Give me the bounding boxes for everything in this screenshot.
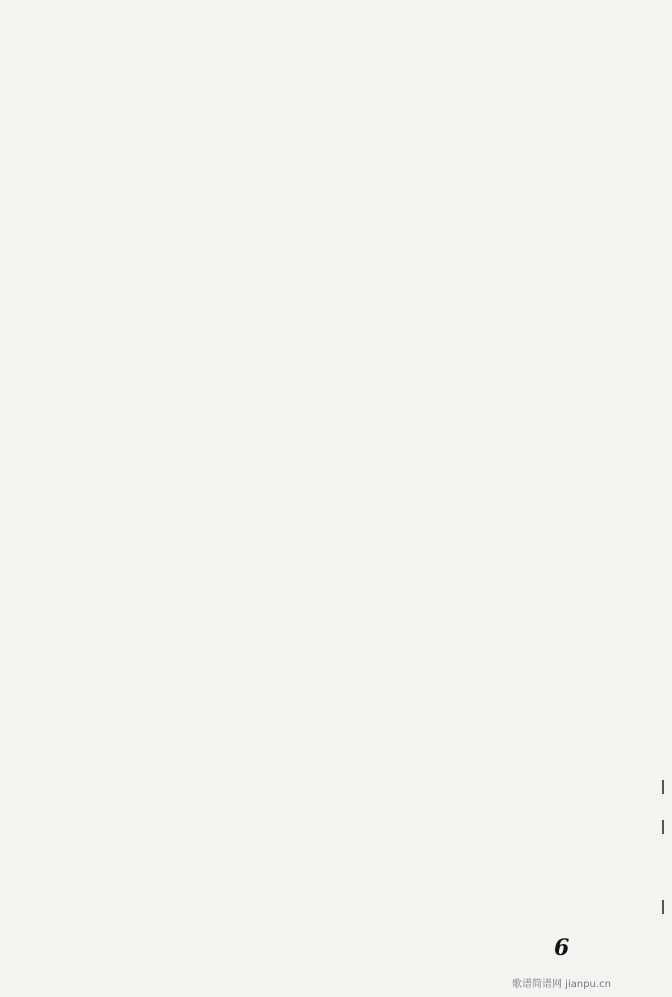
watermark: 歌谱简谱网 jianpu.cn xyxy=(512,979,611,990)
margin-mark xyxy=(662,900,664,914)
margin-mark xyxy=(662,820,664,834)
page-number: 6 xyxy=(554,935,570,961)
margin-mark xyxy=(662,780,664,794)
